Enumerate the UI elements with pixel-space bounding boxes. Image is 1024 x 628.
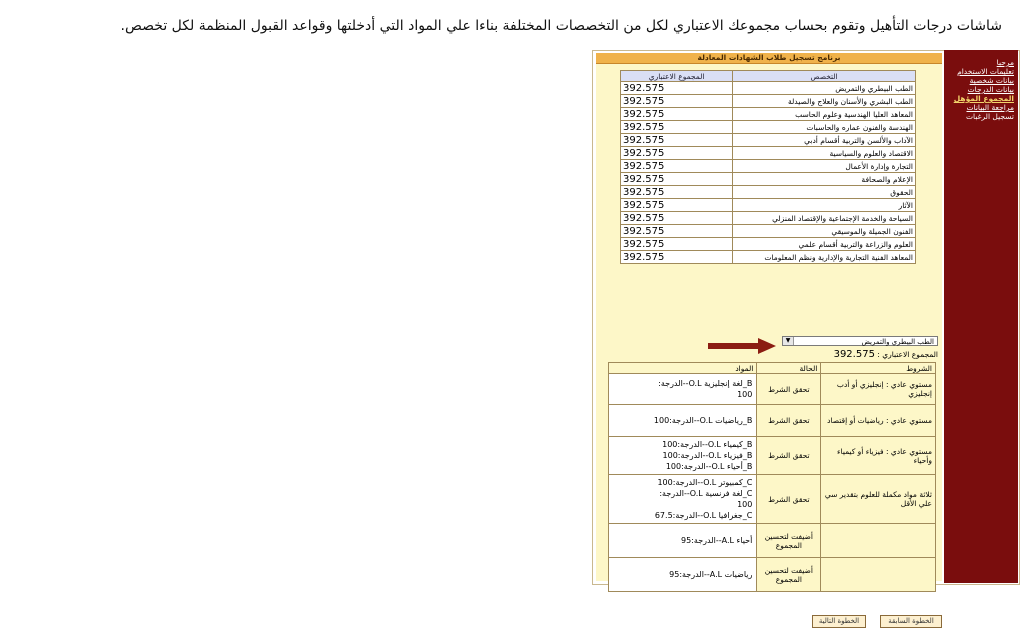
condition-text: مستوي عادي : إنجليزي أو أدب إنجليزي [821, 374, 936, 405]
main-panel [596, 53, 942, 625]
condition-materials [609, 405, 757, 437]
condition-status: تحقق الشرط [757, 374, 821, 405]
condition-materials [609, 558, 757, 592]
specialization-name: الطب البشري والأسنان والعلاج والصيدلة [733, 95, 916, 108]
column-header-materials: المواد [609, 363, 757, 374]
table-row [609, 475, 936, 524]
material-line: رياضيات A.L--الدرجة:95 [669, 570, 753, 579]
sidebar-item-grades-data[interactable]: بيانات الدرجات [967, 85, 1014, 94]
material-line: B_أحياء O.L--الدرجة:100 [665, 462, 753, 471]
specialization-select[interactable] [782, 336, 938, 346]
table-row [621, 212, 916, 225]
total-score-label: المجموع الاعتباري : [877, 350, 938, 359]
specialization-score: 392.575 [621, 212, 733, 225]
table-row [621, 108, 916, 121]
specialization-score: 392.575 [621, 108, 733, 121]
chevron-down-icon[interactable]: ▼ [783, 337, 794, 345]
sidebar-item-qualifying-total[interactable]: المجموع المؤهل [953, 94, 1014, 103]
specialization-name: الحقوق [733, 186, 916, 199]
table-row [621, 238, 916, 251]
material-line: B_رياضيات O.L--الدرجة:100 [653, 416, 753, 425]
specialization-score: 392.575 [621, 134, 733, 147]
specializations-table [620, 70, 916, 264]
specialization-score: 392.575 [621, 160, 733, 173]
specialization-name: المعاهد العليا الهندسية وعلوم الحاسب [733, 108, 916, 121]
specialization-name: المعاهد الفنية التجارية والإدارية ونظم المعلومات [733, 251, 916, 264]
table-row [609, 558, 936, 592]
table-row [609, 405, 936, 437]
specialization-score: 392.575 [621, 186, 733, 199]
conditions-table [608, 362, 936, 592]
condition-text: مستوي عادي : فيزياء أو كيمياء وأحياء [821, 437, 936, 475]
sidebar-item-register-wishes[interactable]: تسجيل الرغبات [966, 112, 1014, 121]
specialization-select-value: الطب البيطري والتمريض [861, 338, 934, 346]
material-line: C_جغرافيا O.L--الدرجة:67.5 [654, 511, 753, 520]
condition-materials [609, 437, 757, 475]
specialization-name: الفنون الجميلة والموسيقي [733, 225, 916, 238]
table-row [621, 199, 916, 212]
specialization-score: 392.575 [621, 225, 733, 238]
material-line: C_كمبيوتر O.L--الدرجة:100 [657, 478, 753, 487]
column-header-status: الحالة [757, 363, 821, 374]
table-row [621, 121, 916, 134]
material-line: B_كيمياء O.L--الدرجة:100 [662, 440, 753, 449]
specialization-name: التجارة وإدارة الأعمال [733, 160, 916, 173]
table-row [609, 524, 936, 558]
table-row [621, 160, 916, 173]
specialization-name: الآثار [733, 199, 916, 212]
specialization-score: 392.575 [621, 238, 733, 251]
next-step-button[interactable]: الخطوة التالية [812, 615, 866, 628]
table-row [621, 82, 916, 95]
condition-status: تحقق الشرط [757, 405, 821, 437]
table-row [621, 173, 916, 186]
specialization-score: 392.575 [621, 199, 733, 212]
total-score-line [782, 349, 938, 360]
page-caption: شاشات درجات التأهيل وتقوم بحساب مجموعك الاعتباري لكل من التخصصات المختلفة بناءا علي المواد التي أدخلتها وقواعد القبول المنظمة لكل تخصص. [120, 18, 1002, 34]
condition-status: تحقق الشرط [757, 437, 821, 475]
material-line: B_فيزياء O.L--الدرجة:100 [662, 451, 753, 460]
condition-text [821, 524, 936, 558]
specialization-name: الاقتصاد والعلوم والسياسية [733, 147, 916, 160]
sidebar-item-review-data[interactable]: مراجعة البيانات [966, 103, 1014, 112]
specialization-name: العلوم والزراعة والتربية أقسام علمي [733, 238, 916, 251]
specialization-score: 392.575 [621, 173, 733, 186]
table-row [621, 147, 916, 160]
material-line: 100 [737, 390, 753, 399]
specialization-name: الآداب والألسن والتربية أقسام أدبي [733, 134, 916, 147]
total-score-value: 392.575 [833, 349, 875, 360]
material-line: B_لغة إنجليزية O.L--الدرجة: [658, 379, 753, 388]
condition-materials [609, 475, 757, 524]
column-header-score: المجموع الاعتباري [621, 71, 733, 82]
condition-materials [609, 374, 757, 405]
table-row [609, 437, 936, 475]
table-row [621, 186, 916, 199]
condition-materials [609, 524, 757, 558]
material-line: 100 [737, 500, 753, 509]
sidebar-item-personal-data[interactable]: بيانات شخصية [969, 76, 1014, 85]
table-row [609, 374, 936, 405]
material-line: C_لغة فرنسية O.L--الدرجة: [659, 489, 753, 498]
specialization-score: 392.575 [621, 251, 733, 264]
condition-status: تحقق الشرط [757, 475, 821, 524]
condition-status: أضيفت لتحسين المجموع [757, 524, 821, 558]
table-row [621, 95, 916, 108]
arrow-right-icon [708, 338, 776, 354]
specialization-score: 392.575 [621, 147, 733, 160]
previous-step-button[interactable]: الخطوة السابقة [880, 615, 942, 628]
column-header-conditions: الشروط [821, 363, 936, 374]
specialization-name: الهندسة والفنون عماره والحاسبات [733, 121, 916, 134]
table-row [621, 225, 916, 238]
table-row [621, 251, 916, 264]
window-title: برنامج تسجيل طلاب الشهادات المعادلة [596, 53, 942, 64]
sidebar-nav [944, 50, 1018, 583]
condition-status: أضيفت لتحسين المجموع [757, 558, 821, 592]
condition-text: ثلاثة مواد مكملة للعلوم بتقدير سي علي الأقل [821, 475, 936, 524]
specialization-name: الإعلام والصحافة [733, 173, 916, 186]
specialization-score: 392.575 [621, 82, 733, 95]
condition-text: مستوي عادي : رياضيات أو إقتصاد [821, 405, 936, 437]
sidebar-item-instructions[interactable]: تعليمات الاستخدام [957, 67, 1014, 76]
specialization-name: السياحة والخدمة الإجتماعية والإقتصاد المنزلي [733, 212, 916, 225]
column-header-specialization: التخصص [733, 71, 916, 82]
specialization-score: 392.575 [621, 95, 733, 108]
sidebar-item-welcome[interactable]: مرحبا [996, 58, 1014, 67]
specialization-name: الطب البيطري والتمريض [733, 82, 916, 95]
material-line: أحياء A.L--الدرجة:95 [681, 536, 753, 545]
table-row [621, 134, 916, 147]
condition-text [821, 558, 936, 592]
specialization-score: 392.575 [621, 121, 733, 134]
